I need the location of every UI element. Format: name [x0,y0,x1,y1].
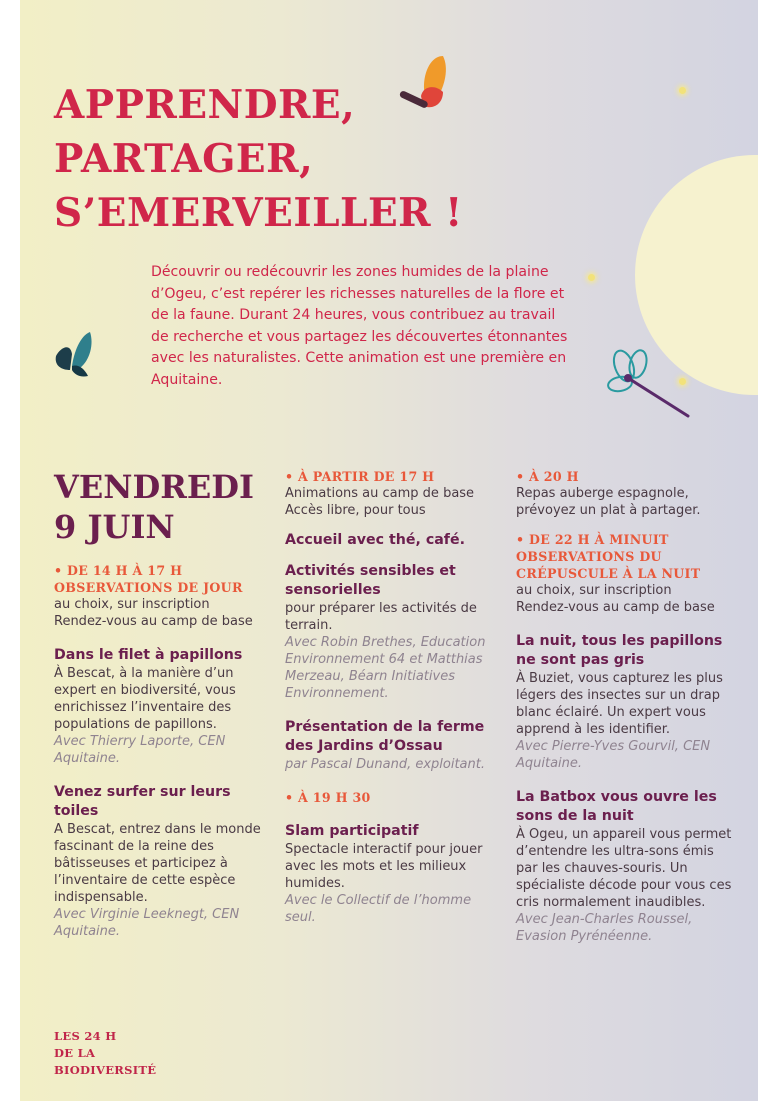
poster [20,0,758,1101]
session-info: au choix, sur inscription [54,597,210,612]
star-icon [588,274,595,281]
activity-credit: par Pascal Dunand, exploitant. [285,757,485,772]
day-line: VENDREDI [54,468,254,506]
poster-title [54,78,463,240]
activity-text: Spectacle interactif pour jouer avec les mots et les milieux humides. [285,842,483,891]
time-slot: • À PARTIR DE 17 H [285,469,435,484]
activity-title: La Batbox vous ouvre les sons de la nuit [516,789,717,824]
day-line: 9 JUIN [54,508,175,546]
activity-text: À Bescat, à la manière d’un expert en biodiversité, vous enrichissez l’inventaire des populations de papillons. [54,666,236,732]
time-slot: • DE 22 H À MINUIT [516,532,669,547]
title-line: PARTAGER, [54,136,314,182]
activity-text: A Bescat, entrez dans le monde fascinant de la reine des bâtisseuses et participez à l’inventaire de cette espèce indispensable. [54,822,261,905]
activity-credit: Avec le Collectif de l’homme seul. [285,893,472,925]
session-info: Repas auberge espagnole, prévoyez un plat à partager. [516,486,701,518]
session-info: Rendez-vous au camp de base [516,600,715,615]
session-subtitle: OBSERVATIONS DU CRÉPUSCULE À LA NUIT [516,549,701,581]
dragonfly-icon [598,348,694,428]
activity-title: Accueil avec thé, café. [285,532,465,548]
session-info: au choix, sur inscription [516,583,672,598]
activity-title: Activités sensibles et sensorielles [285,563,456,598]
day-heading [54,467,254,547]
activity-text: À Ogeu, un appareil vous permet d’entendre les ultra-sons émis par les chauves-souris. Un spécialiste décode pour vous ces cris normalement inaudibles. [516,827,732,910]
activity-text: pour préparer les activités de terrain. [285,601,477,633]
schedule-column-night [516,468,738,945]
activity-title: Dans le filet à papillons [54,647,243,663]
time-slot: • DE 14 H À 17 H [54,563,183,578]
footer-line: LES 24 H [54,1029,117,1043]
session-subtitle: OBSERVATIONS DE JOUR [54,580,243,595]
title-line: APPRENDRE, [54,82,356,128]
session-info: Rendez-vous au camp de base [54,614,253,629]
intro-text: Découvrir ou redécouvrir les zones humides de la plaine d’Ogeu, c’est repérer les richesses naturelles de la flore et de la faune. Durant 24 heures, vous contribuez au travail de recherche et vous partagez les découvertes étonnantes avec les naturalistes. Cette animation est une première en Aquitaine. [151,264,568,388]
activity-title: Venez surfer sur leurs toiles [54,784,231,819]
schedule-column-day [54,562,272,940]
activity-credit: Avec Pierre-Yves Gourvil, CEN Aquitaine. [516,739,711,771]
footer-label [54,1028,156,1079]
activity-title: Présentation de la ferme des Jardins d’Ossau [285,719,485,754]
session-info: Accès libre, pour tous [285,503,426,518]
activity-title: La nuit, tous les papillons ne sont pas gris [516,633,723,668]
activity-credit: Avec Virginie Leeknegt, CEN Aquitaine. [54,907,240,939]
footer-line: BIODIVERSITÉ [54,1063,157,1077]
activity-credit: Avec Jean-Charles Roussel, Evasion Pyrénéenne. [516,912,693,944]
activity-text: À Buziet, vous capturez les plus légers des insectes sur un drap blanc éclairé. Un expert vous apprend à les identifier. [516,671,723,737]
intro-paragraph [151,262,571,391]
teal-butterfly-icon [48,326,96,382]
star-icon [679,87,686,94]
time-slot: • À 20 H [516,469,579,484]
schedule-column-evening [285,468,505,926]
footer-line: DE LA [54,1046,96,1060]
activity-title: Slam participatif [285,823,419,839]
title-line: S’EMERVEILLER ! [54,190,463,236]
activity-credit: Avec Robin Brethes, Education Environnement 64 et Matthias Merzeau, Béarn Initiatives Environnement. [285,635,486,701]
session-info: Animations au camp de base [285,486,475,501]
activity-credit: Avec Thierry Laporte, CEN Aquitaine. [54,734,226,766]
time-slot: • À 19 H 30 [285,790,371,805]
